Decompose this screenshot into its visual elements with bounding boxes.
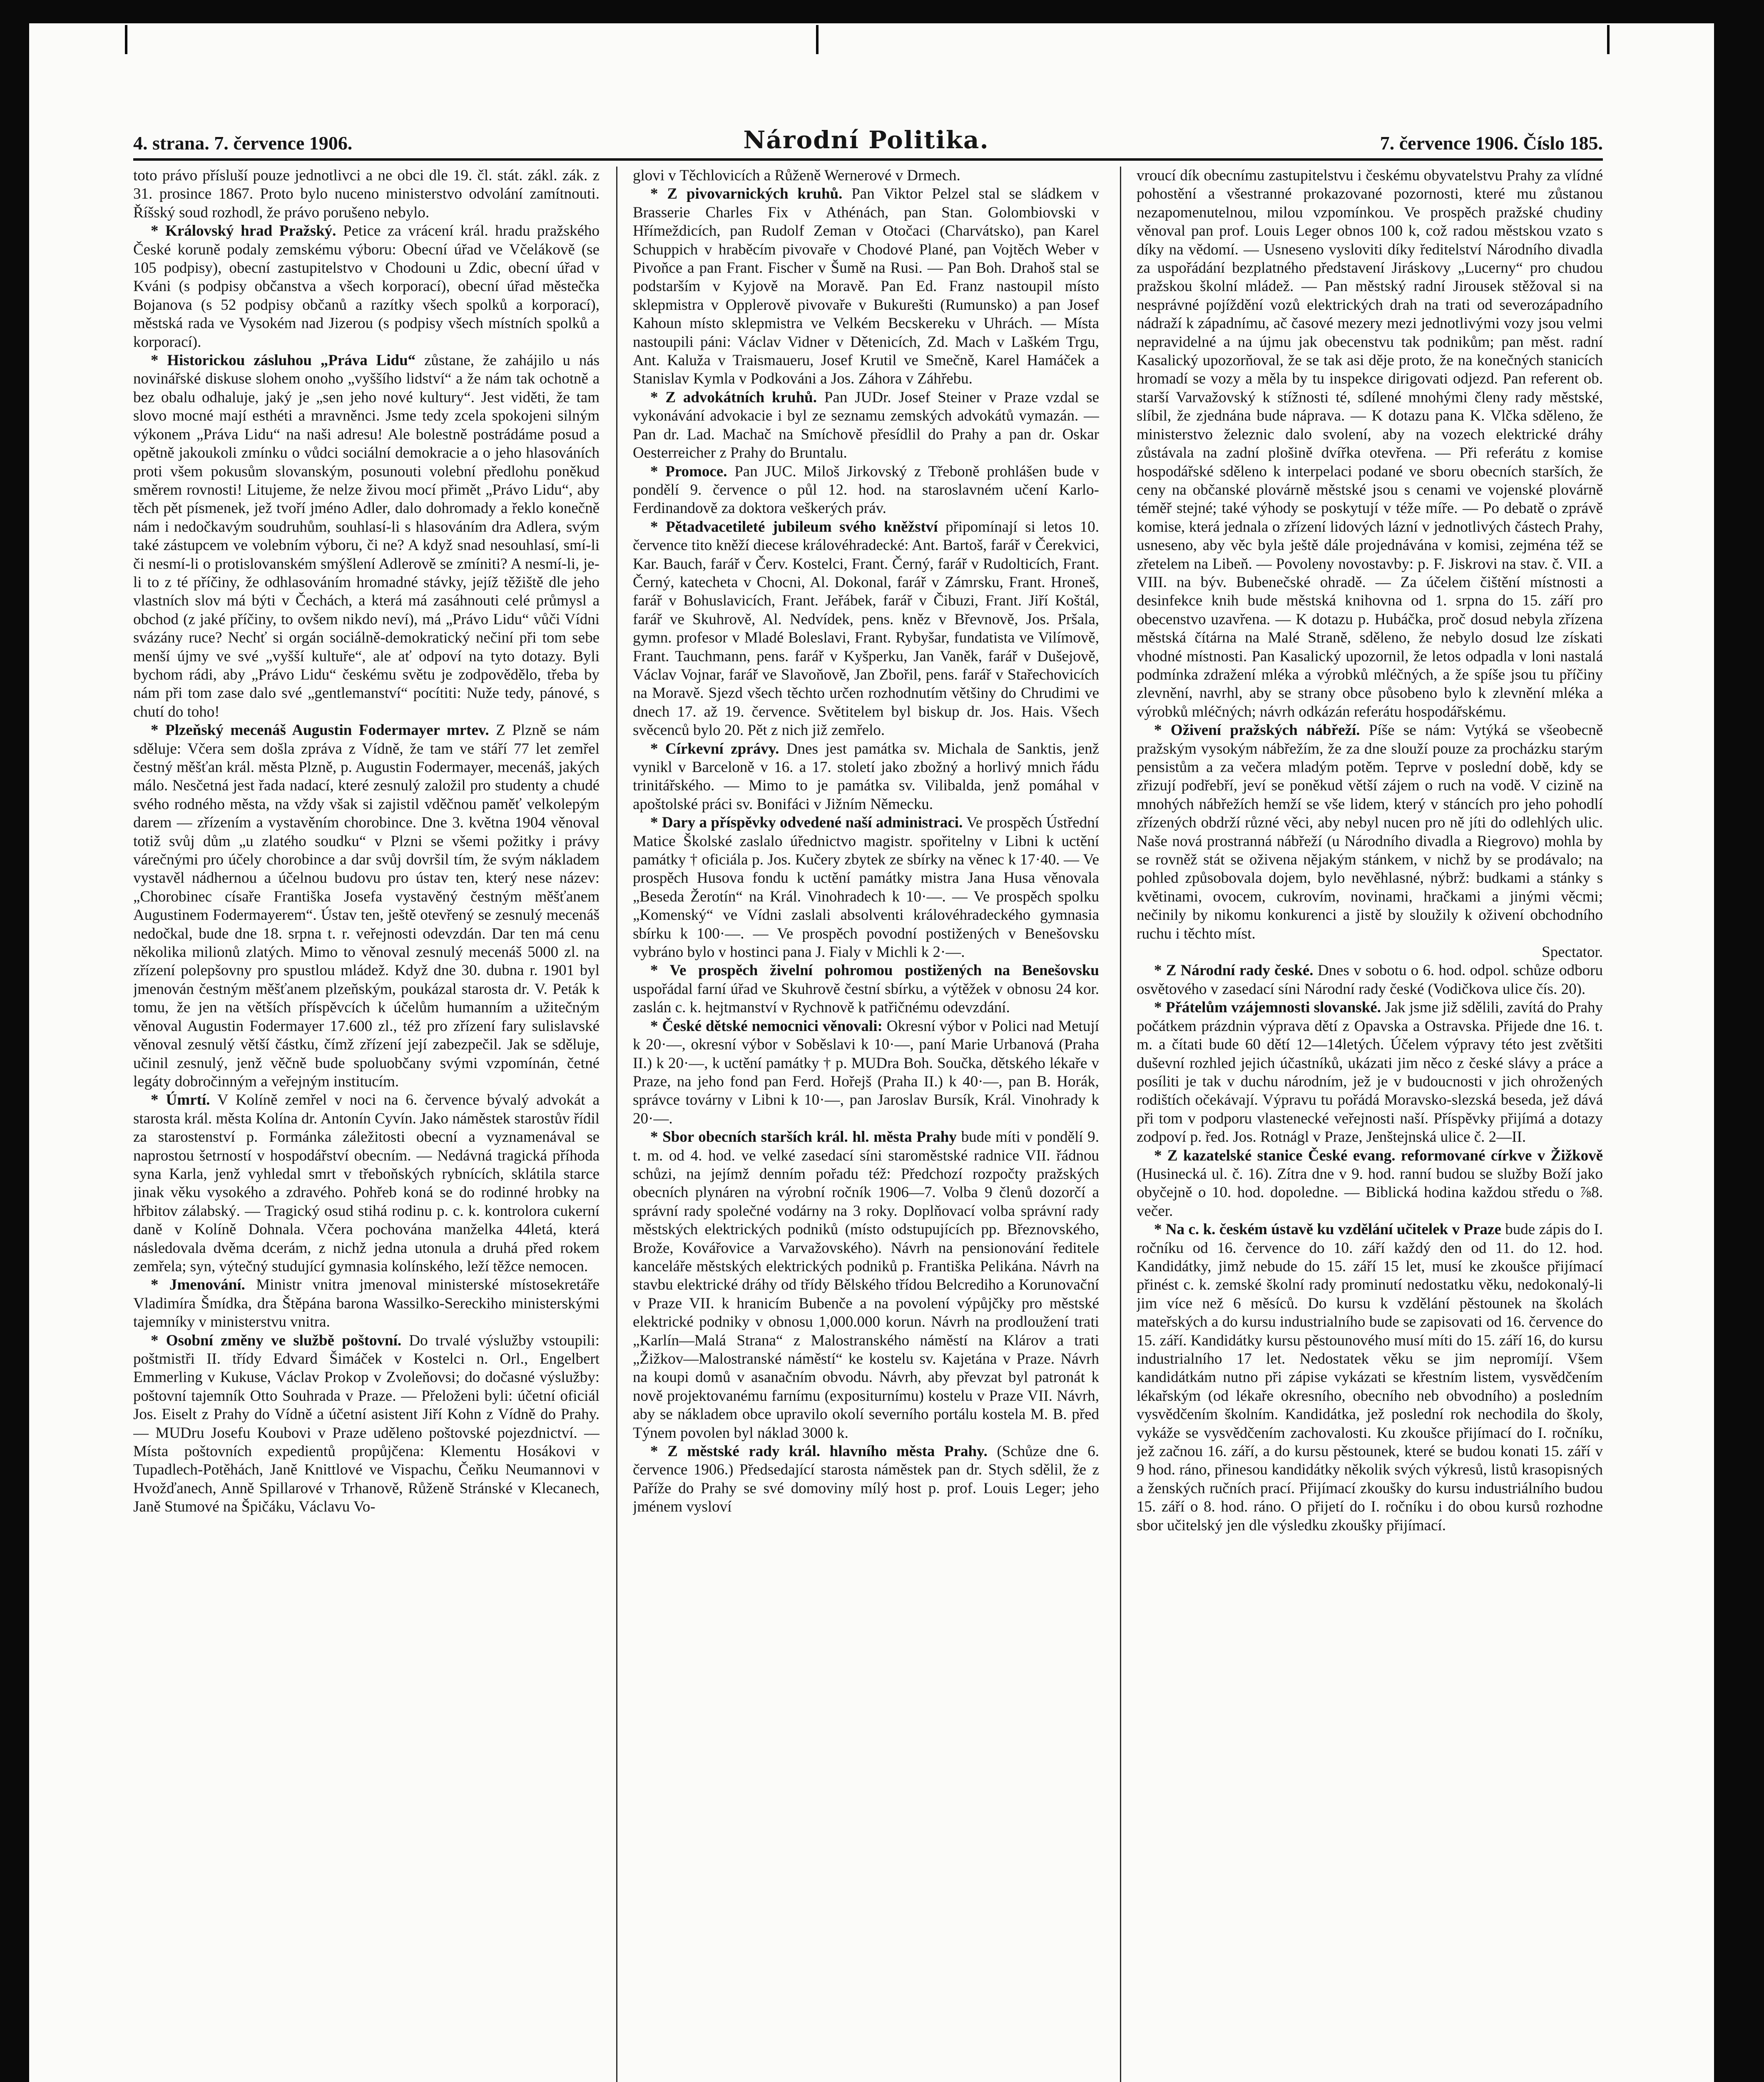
news-item — [1137, 961, 1603, 999]
news-item — [1137, 1220, 1603, 1535]
news-item-text: Ministr vnitra jmenoval ministerské místosekretáře Vladimíra Šmídka, dra Štěpána barona Wassilko-Sereckiho ministerskými tajemníky v ministerstvu vnitra. — [133, 1276, 600, 1331]
news-item-text: Pan JUDr. Josef Steiner v Praze vzdal se vykonávání advokacie i byl ze seznamu zemských advokátů vymazán. — Pan dr. Lad. Machač na Smíchově přesídlil do Prahy a pan dr. Oskar Oesterreicher z Prahy do Bruntalu. — [633, 389, 1099, 462]
news-item — [633, 1442, 1099, 1517]
news-item-heading: * Promoce. — [650, 463, 727, 480]
column-1 — [133, 167, 600, 2082]
news-item-text: vroucí dík obecnímu zastupitelstvu i českému obyvatelstvu Prahy za vlídné pohostění a všestranné prokazované pozornosti, které mu zůstanou nezapomenutelnou, milou vzpomínkou. Ve prospěch pražské chudiny věnoval pan prof. Louis Leger obnos 100 k, což radou městskou vzato s díky na vědomí. — Usneseno vysloviti díky ředitelství Národního divadla za uspořádání bezplatného představení Jiráskovy „Lucerny“ pro chudou pražskou školní mládež. — Pan městský radní Jirousek stěžoval si na nesprávné pojíždění vozů elektrických drah na trati od severozápadního nádraží k západnímu, ač časové mezery mezi jednotlivými vozy jsou velmi nepravidelné a na újmu jak obecenstvu tak podnikům; pan měst. radní Kasalický upozorňoval, že se tak asi děje proto, že na konečných stanicích hromadí se vozy a měla by tu inspekce dirigovati odjezd. Pan referent ob. starší Varvažovský k stížnosti té, sdílené mnohými členy rady městské, slíbil, že zjednána bude náprava. — K dotazu pana K. Vlčka sděleno, že ministerstvo železnic dalo svolení, aby na vozech elektrické dráhy zůstávala na zadní plošině dvířka otevřena. — Při referátu z komise hospodářské sděleno k interpelaci podané ve sboru obecních starších, že ceny na občanské plovárně městské jsou s cenami ve vojenské plovárně téměř stejné; také výhody se poskytují v téže míře. — Po debatě o zprávě komise, která jednala o zřízení lidových lázní v jednotlivých částech Prahy, usneseno, aby věc byla ještě dále projednávána v komisi, zejména též se zřetelem na Libeň. — Povoleny novostavby: p. F. Jiskrovi na stav. č. VII. a VIII. na býv. Bubenečské ohradě. — Za účelem čištění místnosti a desinfekce knih bude městská knihovna od 1. srpna do 15. září pro obecenstvo uzavřena. — K dotazu p. Hubáčka, proč dosud nebyla zřízena městská čítárna na Malé Straně, sděleno, že nebylo dosud lze získati vhodné místnosti. Pan Kasalický upozornil, že letos odpadla v loni nastalá podmínka zdražení mléka a výrobků mléčných, a že spíše jsou tu příčiny zlevnění, navrhl, aby se strany obce působeno bylo k zlevnění mléka a výrobků mléčných; návrh odkázán referátu hospodářskému. — [1137, 167, 1603, 720]
crop-mark — [125, 25, 127, 54]
news-item-text: Petice za vrácení král. hradu pražského České koruně podaly zemskému výboru: Obecní úřad ve Včelákově (se 105 podpisy), obecní zastupitelstvo v Chodouni u Zdic, obecní úřad v Kváni (s podpisy občanstva a všech korporací), obecní úřad městečka Bojanova (s 52 podpisy občanů a razítky všech spolků a korporací), městská rada ve Vysokém nad Jizerou (s podpisy všech místních spolků a korporací). — [133, 222, 600, 351]
news-item-heading: * Plzeňský mecenáš Augustin Fodermayer mrtev. — [151, 722, 489, 739]
news-item-heading: * Z advokátních kruhů. — [650, 389, 817, 406]
news-item-text: bude míti v pondělí 9. t. m. od 4. hod. ve velké zasedací síni staroměstské radnice VII. řádnou schůzi, na jejímž denním pořadu též: Předchozí rozpočty pražských obecních plynáren na výrobní ročník 1906—7. Volba 9 členů dozorčí a správní rady společné vodárny na 3 roky. Doplňovací volba správní rady městských elektrických podniků (místo odstupujících pp. Březnovského, Brože, Kovářovice a Varvažovského). Návrh na pensionování ředitele kanceláře městských elektrických podniků p. Františka Pelikána. Návrh na stavbu elektrické dráhy od třídy Bělského třídou Belcrediho a Korunovační v Praze VII. k hranicím Bubenče a na povolení výpůjčky pro městské elektrické podniky v obnosu 1,000.000 korun. Návrh na prodloužení trati „Karlín—Malá Strana“ z Malostranského náměstí na Klárov a trati „Žižkov—Malostranské náměstí“ ke kostelu sv. Kajetána v Praze. Návrh na koupi domů v asanačním obvodu. Návrh, aby převzat byl patronát k nově projektovanému farnímu (expositurnímu) kostelu v Praze VII. Návrh, aby se nákladem obce upravilo okolí severního portálu kostela M. B. před Týnem povolen byl náklad 3000 k. — [633, 1128, 1099, 1442]
column-2 — [633, 167, 1099, 2082]
news-item-text: glovi v Těchlovicích a Růženě Wernerové v Drmech. — [633, 167, 960, 184]
news-item — [633, 1017, 1099, 1128]
article-continuation — [633, 167, 1099, 185]
news-item-text: (Schůze dne 6. července 1906.) Předsedající starosta náměstek pan dr. Stych sdělil, že z Paříže do Prahy se své domoviny mílý host p. prof. Louis Leger; jeho jménem vysloví — [633, 1443, 1099, 1516]
article-signature: Spectator. — [1542, 944, 1603, 961]
news-item — [633, 518, 1099, 740]
news-item-text: Pan Viktor Pelzel stal se sládkem v Brasserie Charles Fix v Athénách, pan Stan. Golombiovski v Hřímeždicích, pan Rudolf Zeman v Otočaci (Charvátsko), pan Karel Schuppich v hraběcím pivovaře v Chodové Plané, pan Vojtěch Weber v Pivoňce a pan Frant. Fischer v Šumě na Rusi. — Pan Boh. Drahoš stal se podstarším v Kyjově na Moravě. Pan Ed. Franz nastoupil místo sklepmistra v Opplerově pivovaře v Bukurešti (Rumunsko) a pan Josef Kahoun místo sklepmistra ve Velkém Becskereku v Uhrách. — Místa nastoupili páni: Václav Vidner v Dětenicích, Zd. Mach v Laškém Trgu, Ant. Kaluža v Traismaueru, Josef Krutil ve Smečně, Karel Hamáček a Stanislav Kymla v Podkováni a Jos. Záhora v Záhřebu. — [633, 185, 1099, 388]
article-continuation — [133, 167, 600, 222]
news-item-heading: * Z Národní rady české. — [1154, 962, 1314, 979]
scan-border-left — [0, 0, 29, 2082]
article-continuation — [1137, 167, 1603, 721]
news-item — [633, 1128, 1099, 1442]
news-item — [633, 961, 1099, 1017]
issue-date-number: 7. července 1906. Číslo 185. — [1380, 132, 1603, 154]
news-item-text: Dnes jest památka sv. Michala de Sanktis, jenž vynikl v Barceloně v 16. a 17. století jako zbožný a horlivý mnich řádu trinitářského. — Mimo to je památka sv. Vilibalda, jenž pomáhal v apoštolské práci sv. Bonifáci v Jižním Německu. — [633, 740, 1099, 813]
scan-border-top — [0, 0, 1764, 23]
news-item — [133, 1276, 600, 1331]
news-item-text: bude zápis do I. ročníku od 16. července do 10. září každý den od 11. do 12. hod. Kandidátky, jimž nebude do 15. září 15 let, musí ke zkoušce přijímací přinést c. k. zemské školní rady prominutí nedostatku věku, nedokonalý-li jim více než 6 měsíců. Do kursu k vzdělání pěstounek na školách mateřských a do kursu industrialního bude se zapisovati od 16. července do 15. září. Kandidátky kursu pěstounového musí míti do 15. září 16, do kursu industrialního 17 let. Nedostatek věku se jim nepromíjí. Všem kandidátkám nutno při zápise vykázati se křestním listem, vysvědčením lékařským (od lékaře okresního, obecního neb obvodního) a posledním vysvědčením školním. Kandidátka, jež poslední rok nechodila do školy, vykáže se vysvědčením zachovalosti. Ku zkoušce přijímací do I. ročníku, jež začnou 16. září, a do kursu pěstounek, které se budou konati 15. září v 9 hod. ráno, přinesou kandidátky několik svých výkresů, listů krasopisných a ženských ručních prací. Přijímací zkoušky do kursu industriálního budou 15. září o 8. hod. ráno. O přijetí do I. ročníku i do obou kursů rozhodne sbor učitelský jen dle výsledku zkoušky přijímací. — [1137, 1221, 1603, 1534]
news-item — [133, 222, 600, 351]
news-item — [633, 185, 1099, 388]
masthead: Národní Politika. — [743, 126, 989, 154]
news-item — [1137, 1147, 1603, 1221]
crop-mark — [816, 25, 819, 54]
news-item-text: Píše se nám: Vytýká se všeobecně pražským vysokým nábřežím, že za dne slouží pouze za procházku starým pensistům a za večera mladým potěm. Teprve v poslední době, kdy se zřizují podřebří, jeví se poněkud větší zájem o ruch na vodě. V cizině na mnohých nábřežích hemží se vše lidem, který v stáncích pro jeho pohodlí zřízených obdrží různé věci, aby nebyl nucen pro ně jíti do odlehlých ulic. Naše nová prostranná nábřeží (u Národního divadla a Riegrovo) mohla by se rovněž stát se oživena nějakým stánkem, v nichž by se prodávalo; na pohled způsobovala dojem, bylo nevěhlasné, nýbrž: budkami a stánky s květinami, ovocem, cukrovím, novinami, hračkami a jinými věcmi; nečinily by nikomu konkurenci a jistě by sloužily k oživení obchodního ruchu i těchto míst. — [1137, 722, 1603, 942]
news-item-heading: * Sbor obecních starších král. hl. města Prahy — [650, 1128, 957, 1146]
news-item-heading: * Z městské rady král. hlavního města Prahy. — [650, 1443, 988, 1460]
column-3 — [1137, 167, 1603, 2082]
news-item-text: Okresní výbor v Polici nad Metují k 20·—, okresní výbor v Soběslavi k 10·—, paní Marie Urbanová (Praha II.) k 20·—, k uctění památky † p. MUDra Boh. Součka, dětského lékaře v Praze, na jeho fond pan Ferd. Hořejš (Praha II.) k 40·—, pan B. Horák, správce továrny v Libni k 10·—, pan Jaroslav Bursík, Král. Vinohrady k 20·—. — [633, 1017, 1099, 1127]
column-divider — [1120, 167, 1121, 2082]
news-item-text: zůstane, že zahájilo u nás novinářské diskuse slohem onoho „vyššího lidství“ a že nám tak ochotně a bez obalu odhaluje, jaký je „sen jeho nové kultury“. Jest viděti, že tam slovo mocné mají esthéti a mravněnci. Jsme tedy zcela spokojeni silným výkonem „Práva Lidu“ na naši adresu! Ale bolestně postrádáme posud a opětně jakoukoli zmínku o vůdci sociální demokracie a o jeho hlasováních proti všem pokusům slovanským, posunouti volební předlohu poněkud směrem rovnosti! Litujeme, že nelze živou mocí přimět „Právo Lidu“, aby těch pět písmenek, jež tvoří jméno Adler, dalo dohromady a řeklo konečně nám i nedočkavým soudruhům, souhlasí-li s hlasováním dra Adlera, svým také zástupcem ve volebním výboru, či ne? A když snad nesouhlasí, smí-li či nesmí-li o protislovanském smýšlení Adlerově se zmíniti? A nesmí-li, je-li to z té příčiny, že odhlasováním hromadné stávky, jejíž těžiště dle jeho vlastních slov má býti v Čechách, a která má zasáhnouti celé průmysl a obchod (z jaké příčiny, to ovšem nikdo neví), má „Právo Lidu“ vůči Vídni svázány ruce? Nechť si orgán sociálně-demokratický nečiní při tom sebe menší újmy ve své „vyšší kultuře“, ale ať odpoví na tyto dotazy. Byli bychom rádi, aby „Právo Lidu“ českému světu je zodpovědělo, třeba by nám při tom zase dalo své „gentlemanství“ pocítiti: Nuže tedy, pánové, s chutí do toho! — [133, 352, 600, 720]
news-item-text: Ve prospěch Ústřední Matice Školské zaslalo úřednictvo magistr. spořitelny v Libni k uctění památky † oficiála p. Jos. Kučery zbytek ze sbírky na věnec k 17·40. — Ve prospěch Husova fondu k uctění památky mistra Jana Husa věnovala „Beseda Žerotín“ na Král. Vinohradech k 10·—. — Ve prospěch spolku „Komenský“ ve Vídni zaslali absolventi královéhradeckého gymnasia sbírku k 100·—. — Ve prospěch povodní postižených v Benešovsku vybráno bylo v hostinci pana J. Fialy v Michli k 2·—. — [633, 814, 1099, 961]
news-item — [133, 1332, 600, 1517]
news-item — [133, 351, 600, 721]
news-item-heading: * Dary a příspěvky odvedené naší administraci. — [650, 814, 963, 832]
news-item-heading: * České dětské nemocnici věnovali: — [650, 1017, 883, 1035]
news-item-heading: * Historickou zásluhou „Práva Lidu“ — [151, 352, 416, 369]
scan-border-right — [1714, 0, 1764, 2082]
header-rule — [133, 158, 1603, 161]
news-item-text: toto právo přísluší pouze jednotlivci a ne obci dle 19. čl. stát. zákl. zák. z 31. prosince 1867. Proto bylo nuceno ministerstvo odvolání zamítnouti. Říšský soud rozhodl, že právo porušeno nebylo. — [133, 167, 600, 221]
crop-mark — [1607, 25, 1610, 54]
news-item-heading: * Oživení pražských nábřeží. — [1154, 722, 1360, 739]
news-item-heading: * Osobní změny ve službě poštovní. — [151, 1332, 402, 1349]
news-item — [133, 721, 600, 1091]
news-item-heading: * Na c. k. českém ústavě ku vzdělání učitelek v Praze — [1154, 1221, 1501, 1238]
news-item — [1137, 999, 1603, 1146]
news-item-text: Z Plzně se nám sděluje: Včera sem došla zpráva z Vídně, že tam ve stáří 77 let zemřel čestný měšťan král. města Plzně, p. Augustin Fodermayer, mecenáš, jakých málo. Nesčetná jest řada nadací, které zesnulý založil pro studenty a chudé svého rodného města, na vždy však si zajistil vděčnou paměť velkolepým darem — zřízením a vystavěním chorobince. Dne 3. května 1904 věnoval totiž svůj dům „u zlatého soudku“ v Plzni se všemi požitky i právy várečnými pro účely chorobince a dar svůj dovršil tím, že svým nákladem vystavěl nádhernou a účelnou budovu pro ústav ten, který nese název: „Chorobinec císaře Františka Josefa vystavěný čestným měšťanem Augustinem Fodermayerem“. Ústav ten, ještě otevřený se zesnulý mecenáš nedočkal, bude dne 18. srpna t. r. veřejnosti odevzdán. Dar ten má cenu několika milionů zlatých. Mimo to věnoval zesnulý mecenáš 5000 zl. na zřízení polepšovny pro spustlou mládež. Když dne 30. dubna r. 1901 byl jmenován čestným měšťanem plzeňským, poukázal starosta dr. V. Peták k tomu, že jen na větších příspěvcích k účelům humanním a užitečným věnoval Augustin Fodermayer 17.600 zl., též pro zřízení fary sulislavské věnoval zesnulý větší částku, čímž zřízení její zabezpečil. Jak se sděluje, učinil zesnulý, jenž věčně bude spoluobčany svými vzpomínán, četné legáty dobročinným a veřejným institucím. — [133, 722, 600, 1090]
newspaper-page — [133, 125, 1603, 2082]
page-header — [133, 125, 1603, 154]
news-item — [633, 463, 1099, 518]
news-item-text: Pan JUC. Miloš Jirkovský z Třeboně prohlášen bude v pondělí 9. července o půl 12. hod. na staroslavném učení Karlo-Ferdinandově za doktora veškerých práv. — [633, 463, 1099, 517]
news-item-text: Jak jsme již sdělili, zavítá do Prahy počátkem prázdnin výprava dětí z Opavska a Ostravska. Přijede dne 16. t. m. a čítati bude 60 dětí 12—14letých. Účelem výpravy této jest zvětšiti duševní rozhled jejich účastníků, ukázati jim něco z české slávy a práce a posíliti je tak v duchu národním, jež je v budoucnosti v jich ohrožených rodištích očekávají. Výpravu tu pořádá Moravsko-slezská beseda, jež dává při tom v podporu vlastenecké veřejnosti naší. Příspěvky přijímá a dotazy zodpoví p. řed. Jos. Rotnágl v Praze, Jenštejnská ulice č. 2—II. — [1137, 999, 1603, 1146]
news-item-heading: * Z pivovarnických kruhů. — [650, 185, 843, 203]
page-number-date: 4. strana. 7. července 1906. — [133, 132, 353, 154]
news-item-heading: * Pětadvacetileté jubileum svého kněžství — [650, 518, 938, 535]
news-item-text: uspořádal farní úřad ve Skuhrově čestní sbírku, a výtěžek v obnosu 24 kor. zaslán c. k. hejtmanství v Rychnově k patřičnému odevzdání. — [633, 980, 1099, 1016]
news-item — [1137, 721, 1603, 943]
news-item-heading: * Úmrtí. — [151, 1091, 210, 1109]
news-item-heading: * Církevní zprávy. — [650, 740, 779, 757]
news-item-text: Do trvalé výslužby vstoupili: poštmistři II. třídy Edvard Šimáček v Kostelci n. Orl., Engelbert Emmerling v Kukuse, Václav Prokop v Zvoleňovsi; do dočasné výslužby: poštovní tajemník Otto Souhrada v Praze. — Přeloženi byli: účetní oficiál Jos. Eiselt z Prahy do Vídně a účetní asistent Jiří Kohn z Vídně do Prahy. — MUDru Josefu Koubovi v Praze uděleno poštovské pojezdnictví. — Místa poštovních expedientů propůjčena: Klementu Hosákovi v Tupadlech-Potěhách, Janě Knittlové ve Vispachu, Čeňku Neumannovi v Hvožďanech, Anně Spillarové v Trhanově, Růženě Stránské v Klecanech, Janě Stumové na Špičáku, Václavu Vo- — [133, 1332, 600, 1516]
news-item — [633, 740, 1099, 814]
news-item-heading: * Jmenování. — [151, 1276, 245, 1294]
news-item-heading: * Ve prospěch živelní pohromou postižených na Benešovsku — [650, 962, 1099, 979]
news-item — [133, 1091, 600, 1276]
news-item-text: připomínají si letos 10. července tito kněží diecese královéhradecké: Ant. Bartoš, farář v Čerekvici, Kar. Bauch, farář v Červ. Kostelci, Frant. Černý, farář v Rudolticích, Frant. Černý, katecheta v Chocni, Al. Dokonal, farář v Zámrsku, Frant. Hroneš, farář v Bohuslavicích, Frant. Jeřábek, farář v Čibuzi, Frant. Jiří Koštál, farář ve Skuhrově, Al. Nedvídek, pens. kněz v Břevnově, Jos. Pršala, gymn. profesor v Mladé Boleslavi, Frant. Rybyšar, fundatista ve Vilímově, Frant. Tauchmann, pens. farář v Kyšperku, Jan Vaněk, farář v Dušejově, Václav Vojnar, farář ve Slavoňově, Jan Zbořil, pens. farář v Stařechovicích na Moravě. Sjezd všech těchto určen rozhodnutím většiny do Chrudimi ve dnech 17. až 19. července. Světitelem byl biskup dr. Jos. Hais. Všech svěcenců bylo 20. Pět z nich již zemřelo. — [633, 518, 1099, 739]
news-item — [633, 389, 1099, 463]
news-item-heading: * Z kazatelské stanice České evang. reformované církve v Žižkově — [1154, 1147, 1603, 1164]
news-item-text: V Kolíně zemřel v noci na 6. července bývalý advokát a starosta král. města Kolína dr. Antonín Cyvín. Jako náměstek starostův řídil za starostenství p. Formánka záležitosti obecní a vyznamenával se naprostou šetrností v hospodářství obecním. — Nedávná tragická příhoda syna Karla, jenž vyhledal smrt v třeboňských rybnících, sklátila starce jinak věku vysokého a zdravého. Pohřeb koná se do rodinné hrobky na hřbitov zálabský. — Tragický osud stihá rodinu p. c. k. kontrolora cukerní daně v Kolíně Dohnala. Včera pochována manželka 44letá, která následovala dvěma dcerám, z nichž jedna utonula a druhá před rokem zemřela; syn, výtečný studující gymnasia kolínského, leží těžce nemocen. — [133, 1091, 600, 1275]
news-item-text: Dnes v sobotu o 6. hod. odpol. schůze odboru osvětového v zasedací síni Národní rady české (Vodičkova ulice čís. 20). — [1137, 962, 1603, 998]
news-item-heading: * Přátelům vzájemnosti slovanské. — [1154, 999, 1381, 1016]
news-item — [633, 814, 1099, 961]
news-item-heading: * Královský hrad Pražský. — [151, 222, 336, 240]
news-item-text: (Husinecká ul. č. 16). Zítra dne v 9. hod. ranní budou se služby Boží jako obyčejně o 10. hod. dopoledne. — Biblická hodina každou středu o ⅞8. večer. — [1137, 1165, 1603, 1220]
column-divider — [616, 167, 617, 2082]
